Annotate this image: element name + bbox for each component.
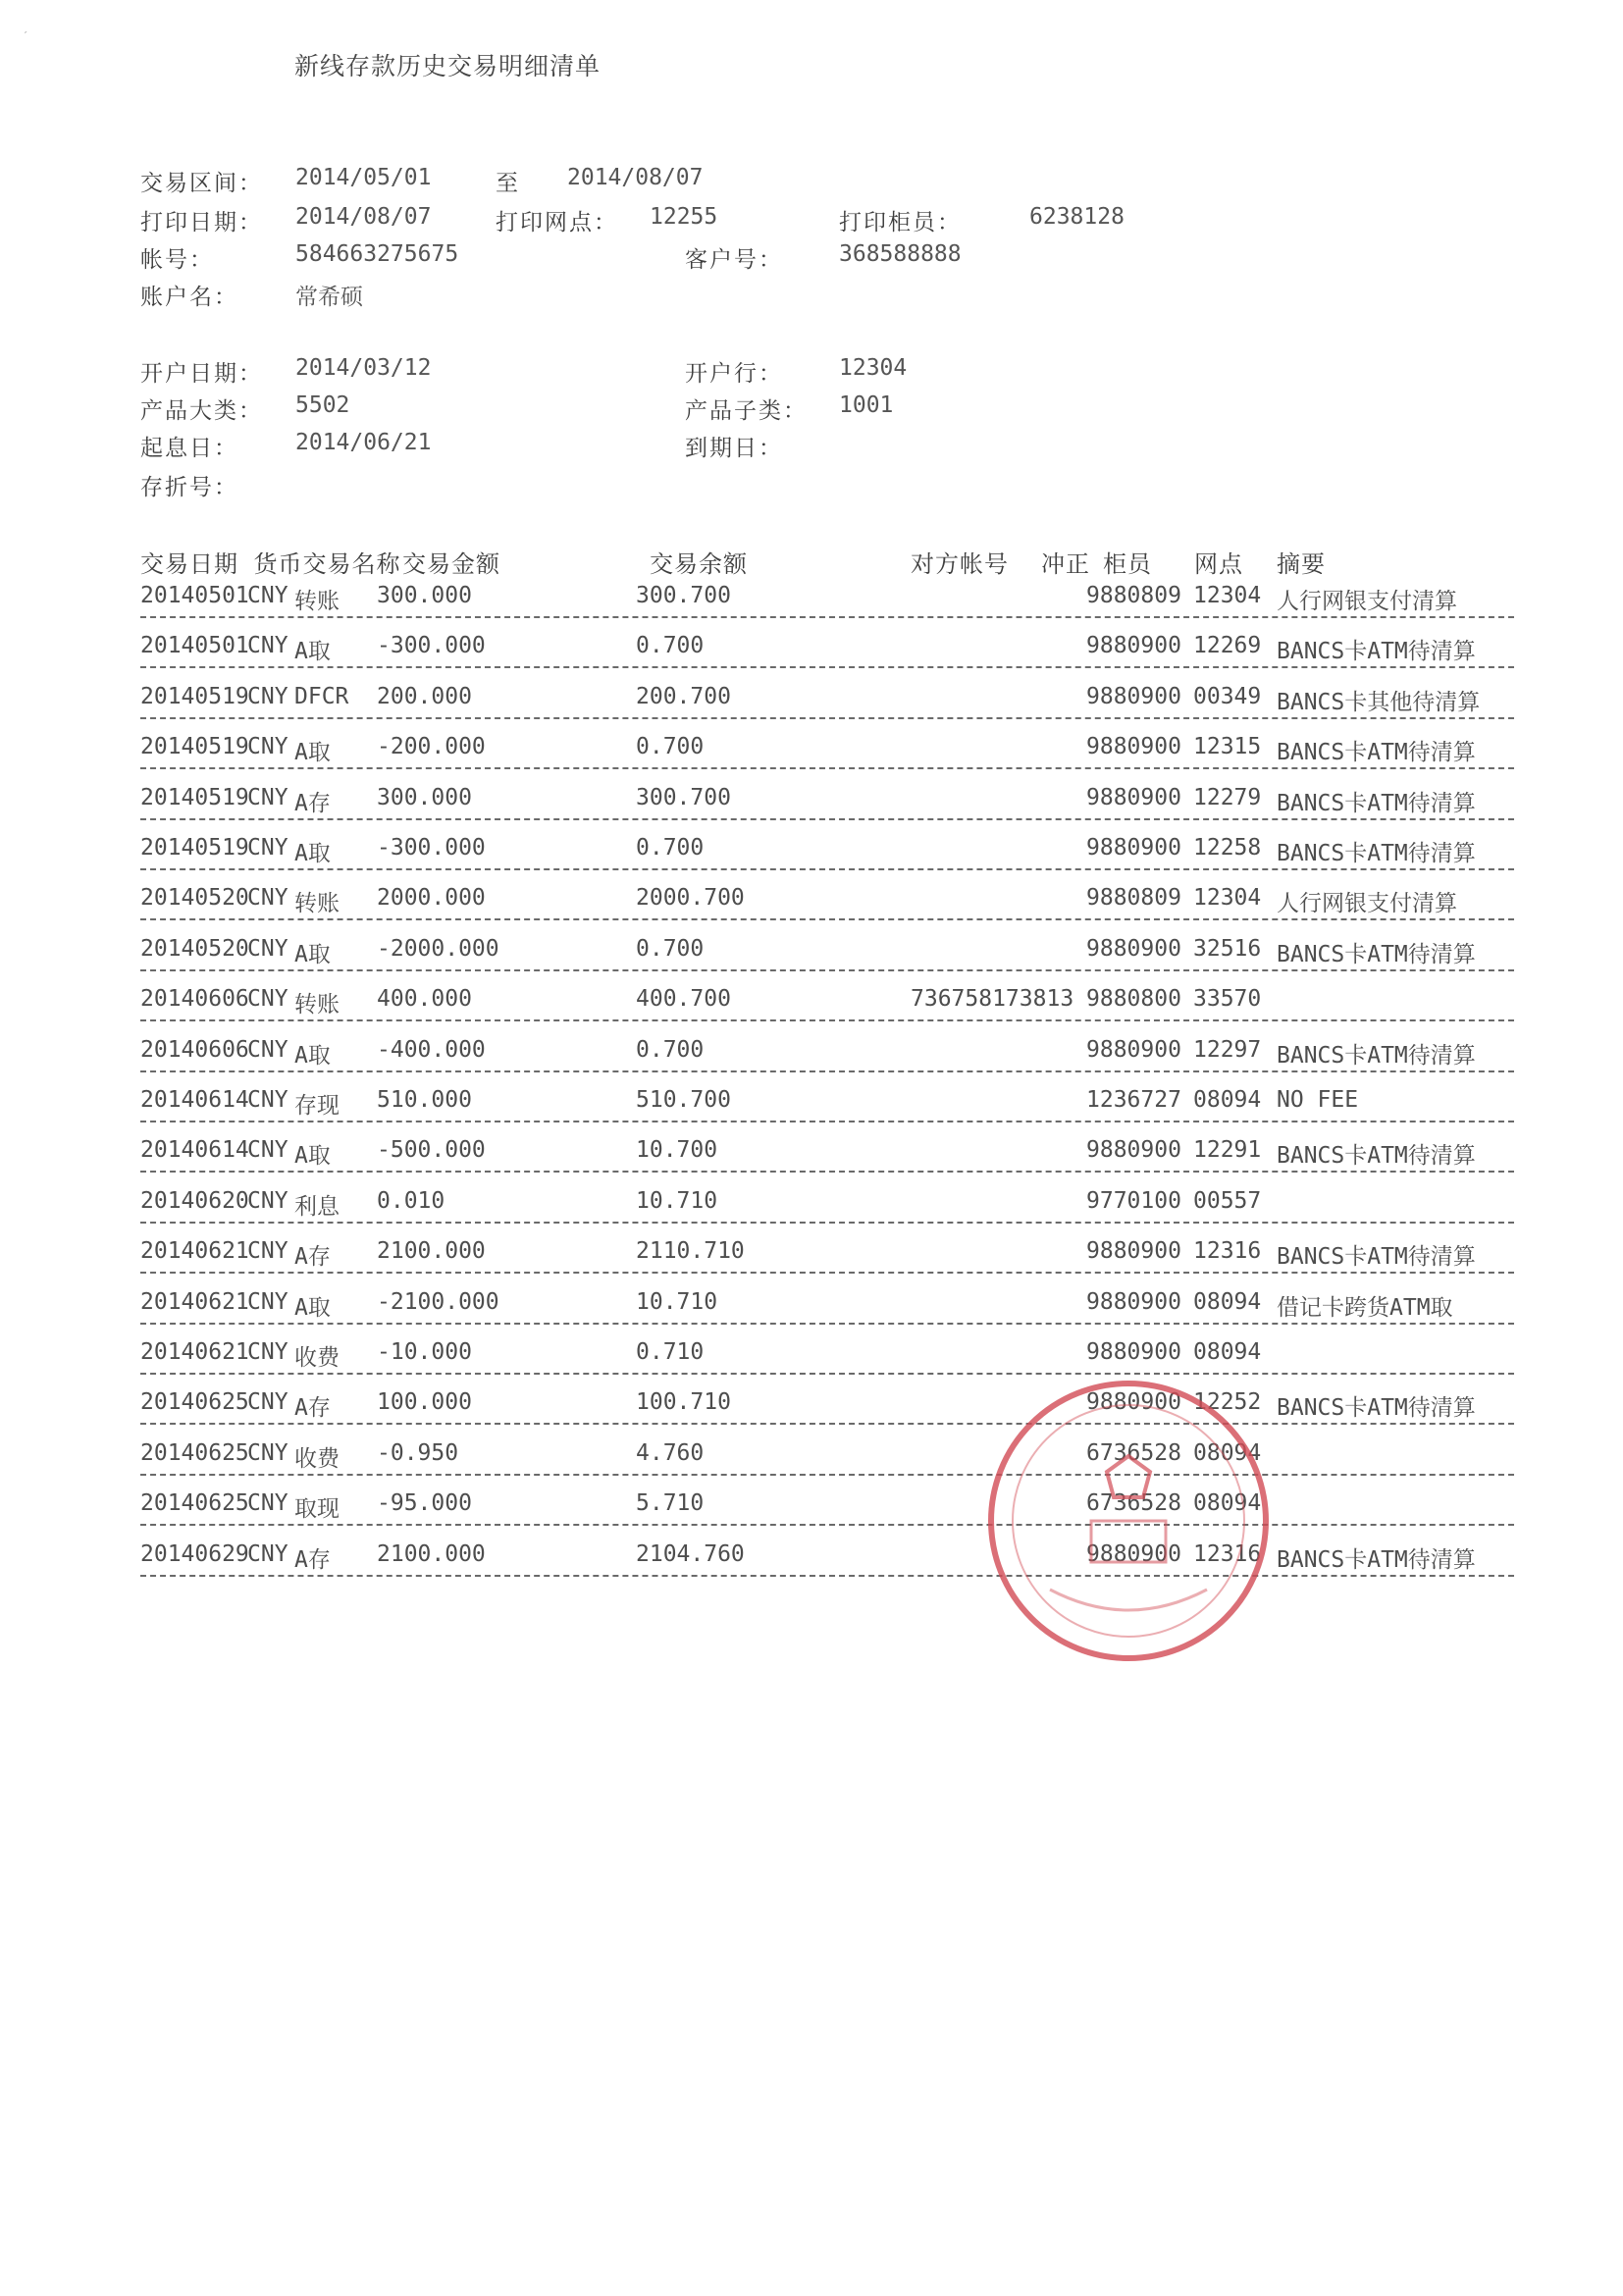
product-subclass: 1001 (839, 392, 894, 418)
bank-seal-stamp (981, 1374, 1276, 1668)
cell-currency: CNY (247, 935, 288, 962)
customer-no-label: 客户号： (685, 247, 783, 273)
cell-summary: 人行网银支付清算 (1277, 891, 1457, 917)
table-row (140, 684, 1514, 719)
cell-teller: 9880900 (1086, 935, 1181, 962)
cell-currency: CNY (247, 583, 288, 608)
cell-transaction-type: A存 (294, 1395, 331, 1422)
cell-summary: BANCS卡ATM待清算 (1277, 1546, 1476, 1573)
cell-amount: 400.000 (377, 986, 472, 1013)
cell-branch: 08094 (1193, 1288, 1262, 1315)
cell-teller: 9880809 (1086, 885, 1181, 912)
print-date: 2014/08/07 (295, 204, 432, 230)
cell-amount: -300.000 (377, 633, 486, 659)
cell-currency: CNY (247, 1339, 288, 1365)
cell-teller: 1236727 (1086, 1087, 1181, 1113)
cell-summary: NO FEE (1277, 1087, 1359, 1113)
cell-currency: CNY (247, 986, 288, 1013)
scan-speck: ˊ (22, 29, 30, 45)
cell-date: 20140625 (140, 1389, 249, 1416)
cell-teller: 9880900 (1086, 1036, 1181, 1063)
col-amount: 交易金额 (402, 550, 500, 578)
cell-balance: 0.700 (636, 633, 705, 659)
print-teller-label: 打印柜员： (839, 210, 962, 235)
cell-teller: 9880900 (1086, 633, 1181, 659)
cell-currency: CNY (247, 1439, 288, 1466)
cell-balance: 0.700 (636, 1036, 705, 1063)
table-row (140, 1188, 1514, 1224)
cell-date: 20140520 (140, 935, 249, 962)
cell-transaction-type: A存 (294, 1244, 331, 1271)
cell-currency: CNY (247, 734, 288, 760)
col-date-currency-type: 交易日期 货币交易名称 (140, 550, 401, 578)
cell-amount: 2100.000 (377, 1238, 486, 1265)
cell-teller: 9880809 (1086, 583, 1181, 608)
table-row (140, 885, 1514, 920)
page-title: 新线存款历史交易明细清单 (294, 52, 602, 80)
cell-currency: CNY (247, 1187, 288, 1214)
customer-no: 368588888 (839, 241, 962, 267)
cell-summary: BANCS卡ATM待清算 (1277, 1042, 1476, 1069)
table-row (140, 1490, 1514, 1526)
open-bank: 12304 (839, 355, 908, 381)
col-branch: 网点 (1194, 550, 1243, 578)
cell-date: 20140519 (140, 683, 249, 709)
cell-balance: 0.700 (636, 835, 705, 861)
cell-date: 20140621 (140, 1238, 249, 1265)
cell-date: 20140629 (140, 1540, 249, 1567)
cell-currency: CNY (247, 1389, 288, 1416)
cell-date: 20140620 (140, 1187, 249, 1214)
cell-date: 20140606 (140, 1036, 249, 1063)
cell-date: 20140519 (140, 835, 249, 861)
cell-currency: CNY (247, 835, 288, 861)
cell-amount: 200.000 (377, 683, 472, 709)
cell-branch: 12279 (1193, 784, 1262, 810)
cell-teller: 9880900 (1086, 1238, 1181, 1265)
table-row (140, 1541, 1514, 1577)
cell-teller: 9880800 (1086, 986, 1181, 1013)
cell-summary: BANCS卡ATM待清算 (1277, 639, 1476, 665)
cell-currency: CNY (247, 1238, 288, 1265)
cell-amount: -0.950 (377, 1439, 459, 1466)
cell-balance: 0.710 (636, 1339, 705, 1365)
cell-balance: 200.700 (636, 683, 731, 709)
print-date-label: 打印日期： (140, 210, 263, 235)
cell-balance: 300.700 (636, 583, 731, 608)
cell-teller: 9880900 (1086, 784, 1181, 810)
print-branch: 12255 (650, 204, 718, 230)
table-row (140, 1238, 1514, 1274)
col-summary: 摘要 (1277, 550, 1326, 578)
cell-summary: BANCS卡ATM待清算 (1277, 1395, 1476, 1422)
cell-teller: 9880900 (1086, 734, 1181, 760)
cell-summary: BANCS卡ATM待清算 (1277, 740, 1476, 766)
cell-amount: 2100.000 (377, 1540, 486, 1567)
cell-amount: -10.000 (377, 1339, 472, 1365)
cell-branch: 00557 (1193, 1187, 1262, 1214)
table-row (140, 1289, 1514, 1325)
cell-currency: CNY (247, 1137, 288, 1164)
cell-currency: CNY (247, 633, 288, 659)
cell-summary: BANCS卡其他待清算 (1277, 689, 1481, 715)
table-row (140, 1037, 1514, 1072)
cell-currency: CNY (247, 784, 288, 810)
cell-balance: 10.710 (636, 1187, 718, 1214)
col-teller: 柜员 (1103, 550, 1152, 578)
cell-transaction-type: A取 (294, 639, 331, 665)
cell-balance: 100.710 (636, 1389, 731, 1416)
cell-transaction-type: 利息 (294, 1193, 340, 1220)
cell-balance: 2110.710 (636, 1238, 745, 1265)
cell-date: 20140520 (140, 885, 249, 912)
cell-balance: 2104.760 (636, 1540, 745, 1567)
cell-balance: 300.700 (636, 784, 731, 810)
account-number: 584663275675 (295, 241, 459, 267)
cell-branch: 33570 (1193, 986, 1262, 1013)
cell-branch: 12304 (1193, 885, 1262, 912)
cell-transaction-type: 转账 (294, 992, 340, 1018)
cell-teller: 9880900 (1086, 1137, 1181, 1164)
product-class: 5502 (295, 392, 350, 418)
cell-transaction-type: DFCR (294, 683, 349, 709)
cell-transaction-type: A存 (294, 790, 331, 816)
cell-currency: CNY (247, 1288, 288, 1315)
cell-transaction-type: A取 (294, 1042, 331, 1069)
cell-amount: -95.000 (377, 1490, 472, 1517)
cell-teller: 9880900 (1086, 1540, 1181, 1567)
table-row (140, 1339, 1514, 1375)
cell-amount: 300.000 (377, 784, 472, 810)
cell-branch: 08094 (1193, 1087, 1262, 1113)
cell-transaction-type: 收费 (294, 1345, 340, 1371)
cell-transaction-type: 收费 (294, 1445, 340, 1472)
product-class-label: 产品大类： (140, 398, 263, 424)
cell-transaction-type: A存 (294, 1546, 331, 1573)
cell-date: 20140606 (140, 986, 249, 1013)
table-row (140, 1389, 1514, 1425)
cell-transaction-type: A取 (294, 1143, 331, 1170)
cell-date: 20140501 (140, 633, 249, 659)
cell-summary: BANCS卡ATM待清算 (1277, 1244, 1476, 1271)
cell-amount: 2000.000 (377, 885, 486, 912)
cell-summary: BANCS卡ATM待清算 (1277, 841, 1476, 866)
table-row (140, 835, 1514, 870)
print-teller: 6238128 (1029, 204, 1125, 230)
table-row (140, 734, 1514, 769)
cell-date: 20140519 (140, 734, 249, 760)
cell-date: 20140625 (140, 1490, 249, 1517)
col-reversal: 冲正 (1041, 550, 1090, 578)
cell-branch: 12316 (1193, 1238, 1262, 1265)
cell-branch: 08094 (1193, 1490, 1262, 1517)
cell-transaction-type: A取 (294, 841, 331, 866)
cell-teller: 6736528 (1086, 1490, 1181, 1517)
cell-branch: 12297 (1193, 1036, 1262, 1063)
cell-currency: CNY (247, 885, 288, 912)
cell-balance: 2000.700 (636, 885, 745, 912)
open-date-label: 开户日期： (140, 361, 263, 387)
cell-branch: 00349 (1193, 683, 1262, 709)
cell-branch: 08094 (1193, 1439, 1262, 1466)
cell-teller: 9880900 (1086, 1389, 1181, 1416)
cell-date: 20140625 (140, 1439, 249, 1466)
cell-amount: 0.010 (377, 1187, 445, 1214)
table-row (140, 1087, 1514, 1122)
table-row (140, 785, 1514, 820)
cell-amount: 300.000 (377, 583, 472, 608)
cell-balance: 4.760 (636, 1439, 705, 1466)
cell-balance: 0.700 (636, 734, 705, 760)
cell-transaction-type: 取现 (294, 1496, 340, 1523)
cell-transaction-type: 存现 (294, 1093, 340, 1119)
cell-teller: 6736528 (1086, 1439, 1181, 1466)
period-to: 2014/08/07 (567, 165, 704, 190)
cell-date: 20140501 (140, 583, 249, 608)
account-label: 帐号： (140, 247, 214, 273)
cell-balance: 5.710 (636, 1490, 705, 1517)
cell-branch: 12315 (1193, 734, 1262, 760)
cell-summary: 借记卡跨货ATM取 (1277, 1294, 1453, 1321)
table-row (140, 936, 1514, 971)
cell-teller: 9880900 (1086, 1339, 1181, 1365)
value-date: 2014/06/21 (295, 430, 432, 455)
cell-teller: 9880900 (1086, 1288, 1181, 1315)
col-balance: 交易余额 (650, 550, 748, 578)
cell-branch: 12291 (1193, 1137, 1262, 1164)
cell-amount: -200.000 (377, 734, 486, 760)
table-row (140, 1440, 1514, 1476)
account-name: 常希硕 (295, 285, 363, 310)
cell-amount: -300.000 (377, 835, 486, 861)
table-row (140, 633, 1514, 668)
cell-summary: 人行网银支付清算 (1277, 589, 1457, 614)
cell-teller: 9880900 (1086, 683, 1181, 709)
period-label: 交易区间： (140, 171, 263, 196)
table-row (140, 583, 1514, 618)
cell-summary: BANCS卡ATM待清算 (1277, 1143, 1476, 1170)
cell-date: 20140621 (140, 1288, 249, 1315)
period-to-label: 至 (496, 171, 520, 196)
cell-transaction-type: A取 (294, 941, 331, 967)
cell-summary: BANCS卡ATM待清算 (1277, 941, 1476, 967)
cell-date: 20140614 (140, 1137, 249, 1164)
cell-balance: 400.700 (636, 986, 731, 1013)
cell-date: 20140621 (140, 1339, 249, 1365)
cell-transaction-type: 转账 (294, 891, 340, 917)
table-row (140, 986, 1514, 1021)
cell-amount: -2000.000 (377, 935, 499, 962)
cell-balance: 0.700 (636, 935, 705, 962)
cell-teller: 9770100 (1086, 1187, 1181, 1214)
open-bank-label: 开户行： (685, 361, 783, 387)
cell-counter-account: 736758173813 (911, 986, 1074, 1013)
cell-branch: 08094 (1193, 1339, 1262, 1365)
table-row (140, 1137, 1514, 1173)
value-date-label: 起息日： (140, 436, 238, 461)
cell-branch: 12316 (1193, 1540, 1262, 1567)
cell-teller: 9880900 (1086, 835, 1181, 861)
maturity-label: 到期日： (685, 436, 783, 461)
cell-date: 20140614 (140, 1087, 249, 1113)
product-subclass-label: 产品子类： (685, 398, 808, 424)
cell-summary: BANCS卡ATM待清算 (1277, 790, 1476, 816)
cell-branch: 32516 (1193, 935, 1262, 962)
print-branch-label: 打印网点： (496, 210, 618, 235)
open-date: 2014/03/12 (295, 355, 432, 381)
cell-currency: CNY (247, 1036, 288, 1063)
cell-branch: 12269 (1193, 633, 1262, 659)
cell-balance: 10.700 (636, 1137, 718, 1164)
cell-currency: CNY (247, 683, 288, 709)
cell-amount: 510.000 (377, 1087, 472, 1113)
cell-branch: 12304 (1193, 583, 1262, 608)
cell-amount: -400.000 (377, 1036, 486, 1063)
cell-date: 20140519 (140, 784, 249, 810)
col-counter-account: 对方帐号 (911, 550, 1009, 578)
cell-balance: 10.710 (636, 1288, 718, 1315)
cell-currency: CNY (247, 1490, 288, 1517)
cell-balance: 510.700 (636, 1087, 731, 1113)
cell-transaction-type: A取 (294, 740, 331, 766)
passbook-label: 存折号： (140, 475, 238, 500)
cell-currency: CNY (247, 1540, 288, 1567)
cell-transaction-type: A取 (294, 1294, 331, 1321)
period-from: 2014/05/01 (295, 165, 432, 190)
cell-amount: -2100.000 (377, 1288, 499, 1315)
cell-branch: 12252 (1193, 1389, 1262, 1416)
cell-currency: CNY (247, 1087, 288, 1113)
cell-branch: 12258 (1193, 835, 1262, 861)
account-name-label: 账户名： (140, 285, 238, 310)
cell-amount: -500.000 (377, 1137, 486, 1164)
cell-transaction-type: 转账 (294, 589, 340, 614)
cell-amount: 100.000 (377, 1389, 472, 1416)
